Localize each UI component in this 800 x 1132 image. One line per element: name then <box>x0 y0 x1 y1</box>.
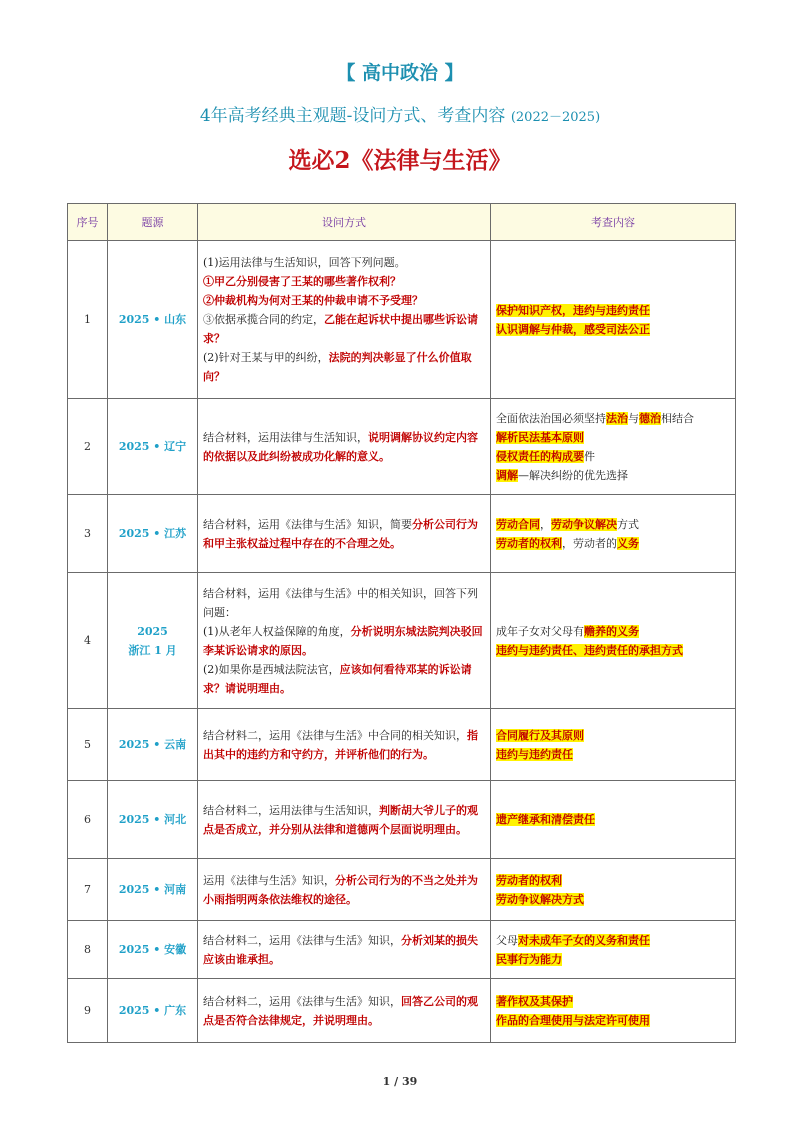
text-line <box>496 447 730 466</box>
text-line <box>496 515 730 534</box>
text-line <box>203 660 485 698</box>
highlighted-text: 解析民法基本原则 <box>496 430 584 444</box>
row-question <box>198 573 491 709</box>
text-line <box>203 310 485 348</box>
highlighted-text: 劳动争议解决 <box>551 517 617 531</box>
table-row <box>68 709 736 781</box>
plain-text: 运用《法律与生活》知识， <box>203 873 335 887</box>
text-line <box>496 950 730 969</box>
highlighted-text: 违约与违约责任 <box>496 747 573 761</box>
highlighted-text: 法治 <box>606 411 628 425</box>
plain-text: 结合材料，运用《法律与生活》知识，简要 <box>203 517 412 531</box>
text-line <box>203 428 485 466</box>
text-line <box>496 726 730 745</box>
row-source: 2025 • 云南 <box>108 709 198 781</box>
page-number: 1 / 39 <box>382 1075 418 1088</box>
title-text: 4年高考经典主观题-设问方式、考查内容 <box>199 106 506 126</box>
text-line <box>496 428 730 447</box>
text-line <box>496 409 730 428</box>
text-line <box>203 291 485 310</box>
text-line <box>203 992 485 1030</box>
highlighted-text: 认识调解与仲裁，感受司法公正 <box>496 322 650 336</box>
text-line <box>496 810 730 829</box>
plain-text: 方式 <box>617 517 639 531</box>
text-line <box>496 320 730 339</box>
plain-text: ，劳动者的 <box>562 536 617 550</box>
plain-text: 结合材料二，运用《法律与生活》知识， <box>203 933 401 947</box>
text-line <box>496 622 730 641</box>
highlighted-text: 著作权及其保护 <box>496 994 573 1008</box>
text-line <box>203 584 485 622</box>
highlighted-text: 劳动者的权利 <box>496 873 562 887</box>
table-row <box>68 979 736 1043</box>
row-content <box>491 573 736 709</box>
text-line <box>496 871 730 890</box>
row-index: 7 <box>68 859 108 921</box>
question-table <box>67 203 736 1043</box>
plain-text: 结合材料二，运用《法律与生活》中合同的相关知识， <box>203 728 467 742</box>
subject-heading: 【 高中政治 】 <box>336 62 464 84</box>
text-line <box>203 515 485 553</box>
text-line <box>203 931 485 969</box>
row-content <box>491 921 736 979</box>
plain-text: ③依据承揽合同的约定， <box>203 313 324 326</box>
text-line <box>496 890 730 909</box>
key-text: 回答乙公司的观点是否符合法律规定，并说明理由。 <box>203 994 478 1027</box>
row-content <box>491 241 736 399</box>
table-row <box>68 573 736 709</box>
text-line <box>203 801 485 839</box>
text-line <box>496 641 730 660</box>
row-index: 8 <box>68 921 108 979</box>
header-index: 序号 <box>68 204 108 241</box>
highlighted-text: 民事行为能力 <box>496 952 562 966</box>
row-source: 2025 • 广东 <box>108 979 198 1043</box>
text-line <box>203 726 485 764</box>
row-source: 2025 浙江 1 月 <box>108 573 198 709</box>
row-content <box>491 709 736 781</box>
text-line <box>203 622 485 660</box>
plain-text: 父母 <box>496 933 518 947</box>
row-content <box>491 979 736 1043</box>
plain-text: 成年子女对父母有 <box>496 624 584 638</box>
highlighted-text: 合同履行及其原则 <box>496 728 584 742</box>
key-text: 分析公司行为的不当之处并为小雨指明两条依法维权的途径。 <box>203 873 478 906</box>
key-text: ②仲裁机构为何对王某的仲裁申请不予受理？ <box>203 294 423 307</box>
row-index: 4 <box>68 573 108 709</box>
highlighted-text: 遗产继承和清偿责任 <box>496 813 595 826</box>
row-content <box>491 495 736 573</box>
text-line <box>203 871 485 909</box>
title-years: (2022－2025) <box>510 110 601 125</box>
key-text: 应该如何看待邓某的诉讼请求？请说明理由。 <box>203 662 472 695</box>
row-source: 2025 • 河南 <box>108 859 198 921</box>
plain-text: 结合材料，运用《法律与生活》中的相关知识，回答下列问题： <box>203 586 478 619</box>
table-row <box>68 859 736 921</box>
highlighted-text: 作品的合理使用与法定许可使用 <box>496 1013 650 1027</box>
row-question <box>198 399 491 495</box>
text-line <box>496 931 730 950</box>
plain-text: 全面依法治国必须坚持 <box>496 411 606 425</box>
header-question-style: 设问方式 <box>198 204 491 241</box>
plain-text: (1)运用法律与生活知识，回答下列问题。 <box>203 256 406 269</box>
text-line <box>496 466 730 485</box>
row-index: 6 <box>68 781 108 859</box>
row-source: 2025 • 江苏 <box>108 495 198 573</box>
row-index: 1 <box>68 241 108 399</box>
highlighted-text: 义务 <box>617 536 639 550</box>
text-line <box>496 745 730 764</box>
plain-text: 结合材料二，运用《法律与生活》知识， <box>203 994 401 1008</box>
table-row <box>68 781 736 859</box>
header-content: 考查内容 <box>491 204 736 241</box>
text-line <box>203 272 485 291</box>
row-question <box>198 979 491 1043</box>
key-text: ①甲乙分别侵害了王某的哪些著作权利？ <box>203 275 401 288</box>
row-source: 2025 • 山东 <box>108 241 198 399</box>
key-text: 分析说明东城法院判决驳回李某诉讼请求的原因。 <box>203 624 483 657</box>
text-line <box>496 992 730 1011</box>
text-line <box>203 348 485 386</box>
row-source: 2025 • 辽宁 <box>108 399 198 495</box>
key-text: 说明调解协议约定内容的依据以及此纠纷被成功化解的意义。 <box>203 430 478 463</box>
key-text: 分析公司行为和甲主张权益过程中存在的不合理之处。 <box>203 517 478 550</box>
table-header-row <box>68 204 736 241</box>
highlighted-text: 违约与违约责任、违约责任的承担方式 <box>496 643 683 657</box>
key-text: 分析刘某的损失应该由谁承担。 <box>203 933 478 966</box>
plain-text: 件 <box>584 449 595 463</box>
row-question <box>198 709 491 781</box>
highlighted-text: 劳动合同 <box>496 517 540 531</box>
plain-text: (1)从老年人权益保障的角度， <box>203 624 351 638</box>
text-line <box>203 253 485 272</box>
row-index: 3 <box>68 495 108 573</box>
highlighted-text: 劳动争议解决方式 <box>496 892 584 906</box>
table-row <box>68 921 736 979</box>
highlighted-text: 赡养的义务 <box>584 624 639 638</box>
highlighted-text: 劳动者的权利 <box>496 536 562 550</box>
row-index: 9 <box>68 979 108 1043</box>
text-line <box>496 1011 730 1030</box>
row-question <box>198 241 491 399</box>
plain-text: —解决纠纷的优先选择 <box>518 468 628 482</box>
plain-text: 相结合 <box>661 411 694 425</box>
table-body <box>68 241 736 1043</box>
row-content <box>491 399 736 495</box>
highlighted-text: 调解 <box>496 468 518 482</box>
plain-text: (2)如果你是西城法院法官， <box>203 662 340 676</box>
document-title <box>0 101 800 126</box>
row-question <box>198 859 491 921</box>
highlighted-text: 德治 <box>639 411 661 425</box>
row-content <box>491 859 736 921</box>
row-source: 2025 • 安徽 <box>108 921 198 979</box>
highlighted-text: 对未成年子女的义务和责任 <box>518 933 650 947</box>
key-text: 乙能在起诉状中提出哪些诉讼请求？ <box>203 313 478 345</box>
text-line <box>496 534 730 553</box>
plain-text: 结合材料二，运用法律与生活知识， <box>203 803 379 817</box>
row-index: 5 <box>68 709 108 781</box>
text-line <box>496 301 730 320</box>
book-title: 选必2《法律与生活》 <box>288 147 512 174</box>
row-question <box>198 781 491 859</box>
plain-text: 结合材料，运用法律与生活知识， <box>203 430 368 444</box>
header-source: 题源 <box>108 204 198 241</box>
row-index: 2 <box>68 399 108 495</box>
plain-text: ， <box>540 517 551 531</box>
key-text: 判断胡大爷儿子的观点是否成立，并分别从法律和道德两个层面说明理由。 <box>203 803 478 836</box>
row-question <box>198 921 491 979</box>
table-row <box>68 495 736 573</box>
table-row <box>68 241 736 399</box>
row-content <box>491 781 736 859</box>
highlighted-text: 保护知识产权，违约与违约责任 <box>496 303 650 317</box>
row-source: 2025 • 河北 <box>108 781 198 859</box>
plain-text: (2)针对王某与甲的纠纷， <box>203 351 329 364</box>
key-text: 指出其中的违约方和守约方，并评析他们的行为。 <box>203 728 478 761</box>
plain-text: 与 <box>628 411 639 425</box>
table-row <box>68 399 736 495</box>
row-question <box>198 495 491 573</box>
key-text: 法院的判决彰显了什么价值取向？ <box>203 351 472 383</box>
highlighted-text: 侵权责任的构成要 <box>496 449 584 463</box>
